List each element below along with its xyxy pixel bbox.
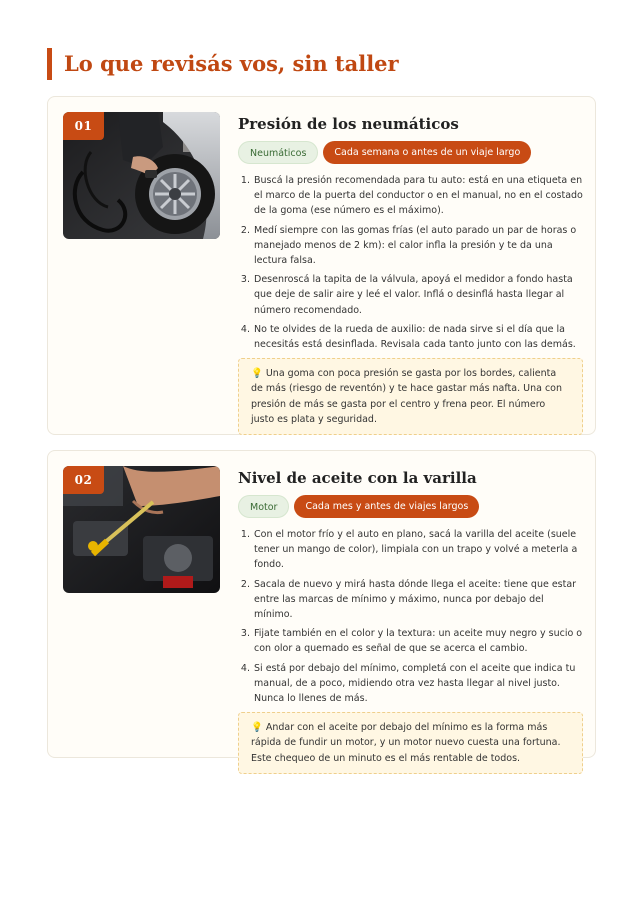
oil-dipstick-photo [63,466,220,593]
step-item: 3. Fijate también en el color y la textura: un aceite muy negro y sucio o con olor a quemado es señal de que se acerca el cambio. [253,626,583,656]
card-content [238,111,583,435]
card-title: Presión de los neumáticos [238,115,459,133]
step-item: 3. Desenroscá la tapita de la válvula, apoyá el medidor a fondo hasta que deje de salir aire y leé el valor. Inflá o desinflá hasta llegar al número recomendado. [253,272,583,318]
lightbulb-icon: 💡 [251,368,263,380]
lightbulb-icon: 💡 [251,722,263,734]
card-tags [238,495,583,518]
category-tag: Motor [238,495,289,518]
page-title: Lo que revisás vos, sin taller [47,48,607,80]
steps-list [238,527,583,706]
tip-text: Andar con el aceite por debajo del mínimo es la forma más rápida de fundir un motor, y un motor nuevo cuesta una fortuna. Este chequeo de un minuto es el más rentable de todos. [251,722,561,764]
step-item: 1. Con el motor frío y el auto en plano, sacá la varilla del aceite (suele tener un mango de color), limpiala con un trapo y volvé a meterla a fondo. [253,527,583,573]
step-item: 4. Si está por debajo del mínimo, completá con el aceite que indica tu manual, de a poco, midiendo otra vez hasta llegar al nivel justo. Nunca lo llenes de más. [253,661,583,707]
maintenance-card [47,96,596,435]
tip-box [238,358,583,435]
step-item: 2. Medí siempre con las gomas frías (el auto parado un par de horas o manejado menos de 2 km): el calor infla la presión y te da una lectura falsa. [253,223,583,269]
category-tag: Neumáticos [238,141,318,164]
step-item: 1. Buscá la presión recomendada para tu auto: está en una etiqueta en el marco de la puerta del conductor o en el manual, no en el costado de la goma (ese número es el máximo). [253,173,583,219]
card-tags [238,141,583,164]
tire-pressure-photo [63,112,220,239]
frequency-tag: Cada semana o antes de un viaje largo [323,141,531,164]
tip-text: Una goma con poca presión se gasta por los bordes, calienta de más (riesgo de reventón) y te hace gastar más nafta. Una con presión de más se gasta por el centro y frena peor. El número justo es plata y seguridad. [251,368,563,425]
steps-list [238,173,583,352]
step-item: 4. No te olvides de la rueda de auxilio: de nada sirve si el día que la necesitás está desinflada. Revisala cada tanto junto con las demás. [253,322,583,352]
card-title: Nivel de aceite con la varilla [238,469,477,487]
step-item: 2. Sacala de nuevo y mirá hasta dónde llega el aceite: tiene que estar entre las marcas de mínimo y máximo, nunca por debajo del mínimo. [253,577,583,623]
tip-box [238,712,583,774]
card-content [238,465,583,774]
card-number-badge: 02 [63,466,104,494]
maintenance-card [47,450,596,764]
frequency-tag: Cada mes y antes de viajes largos [294,495,479,518]
card-number-badge: 01 [63,112,104,140]
